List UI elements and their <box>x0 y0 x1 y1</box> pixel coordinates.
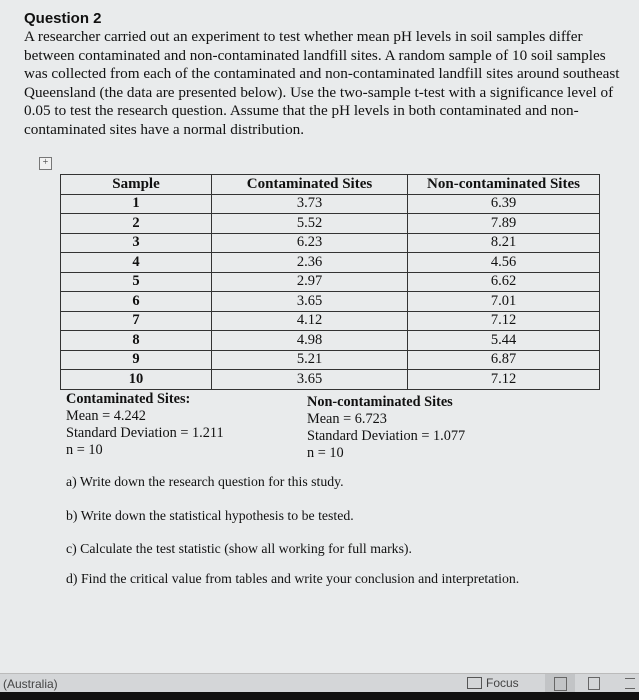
contaminated-cell[interactable]: 3.65 <box>212 292 408 312</box>
stats-heading: Contaminated Sites: <box>66 391 191 407</box>
sample-cell[interactable]: 6 <box>61 292 212 312</box>
non-contaminated-cell[interactable]: 7.12 <box>408 311 600 331</box>
table-row <box>61 233 600 253</box>
sample-cell[interactable]: 5 <box>61 272 212 292</box>
part-a: a) Write down the research question for this study. <box>66 474 344 489</box>
non-contaminated-cell[interactable]: 7.01 <box>408 292 600 312</box>
focus-button[interactable] <box>467 676 519 690</box>
contaminated-cell[interactable]: 2.97 <box>212 272 408 292</box>
sample-cell[interactable]: 10 <box>61 370 212 390</box>
column-header: Sample <box>61 175 212 195</box>
part-b: b) Write down the statistical hypothesis to be tested. <box>66 508 354 523</box>
screen-bezel <box>0 692 639 700</box>
stats-n: n = 10 <box>307 445 344 461</box>
contaminated-cell[interactable]: 4.98 <box>212 331 408 351</box>
stats-sd: Standard Deviation = 1.211 <box>66 425 224 441</box>
table-row <box>61 331 600 351</box>
question-paragraph: A researcher carried out an experiment to test whether mean pH levels in soil samples differ between contaminated and non-contaminated landfill sites. A random sample of 10 soil samples was collected from each of the contaminated and non-contaminated landfill sites around southeast Queensland (the data are presented below). Use the two-sample t-test with a significance level of 0.05 to test the research question. Assume that the pH levels in both contaminated and non-contaminated sites have a normal distribution. <box>24 28 620 138</box>
contaminated-cell[interactable]: 4.12 <box>212 311 408 331</box>
table-row <box>61 370 600 390</box>
non-contaminated-cell[interactable]: 7.89 <box>408 214 600 234</box>
web-layout-view-button[interactable] <box>585 674 605 693</box>
outline-view-button[interactable] <box>622 674 639 693</box>
column-header: Contaminated Sites <box>212 175 408 195</box>
non-contaminated-stats <box>307 394 465 462</box>
sample-cell[interactable]: 3 <box>61 233 212 253</box>
print-layout-view-button[interactable] <box>545 674 575 693</box>
non-contaminated-cell[interactable]: 5.44 <box>408 331 600 351</box>
table-row <box>61 292 600 312</box>
column-header: Non-contaminated Sites <box>408 175 600 195</box>
non-contaminated-cell[interactable]: 6.39 <box>408 194 600 214</box>
contaminated-cell[interactable]: 5.21 <box>212 350 408 370</box>
sample-cell[interactable]: 1 <box>61 194 212 214</box>
stats-heading: Non-contaminated Sites <box>307 394 453 410</box>
language-indicator[interactable]: (Australia) <box>3 677 58 691</box>
sample-cell[interactable]: 2 <box>61 214 212 234</box>
data-table <box>60 174 600 390</box>
stats-sd: Standard Deviation = 1.077 <box>307 428 466 444</box>
status-bar <box>0 673 639 693</box>
sample-cell[interactable]: 7 <box>61 311 212 331</box>
table-row <box>61 311 600 331</box>
sample-cell[interactable]: 4 <box>61 253 212 273</box>
non-contaminated-cell[interactable]: 7.12 <box>408 370 600 390</box>
stats-mean: Mean = 4.242 <box>66 408 146 424</box>
part-c: c) Calculate the test statistic (show all working for full marks). <box>66 541 412 556</box>
non-contaminated-cell[interactable]: 8.21 <box>408 233 600 253</box>
sample-cell[interactable]: 8 <box>61 331 212 351</box>
part-d: d) Find the critical value from tables and write your conclusion and interpretation. <box>66 571 520 586</box>
table-row <box>61 350 600 370</box>
non-contaminated-cell[interactable]: 4.56 <box>408 253 600 273</box>
table-row <box>61 272 600 292</box>
non-contaminated-cell[interactable]: 6.87 <box>408 350 600 370</box>
table-row <box>61 253 600 273</box>
contaminated-cell[interactable]: 3.65 <box>212 370 408 390</box>
contaminated-cell[interactable]: 3.73 <box>212 194 408 214</box>
focus-icon <box>467 677 482 689</box>
question-title: Question 2 <box>24 10 102 27</box>
table-move-handle-icon[interactable]: + <box>39 157 52 170</box>
sample-cell[interactable]: 9 <box>61 350 212 370</box>
contaminated-cell[interactable]: 5.52 <box>212 214 408 234</box>
focus-label: Focus <box>486 676 519 690</box>
table-row <box>61 194 600 214</box>
contaminated-cell[interactable]: 6.23 <box>212 233 408 253</box>
table-row <box>61 214 600 234</box>
contaminated-cell[interactable]: 2.36 <box>212 253 408 273</box>
stats-mean: Mean = 6.723 <box>307 411 387 427</box>
non-contaminated-cell[interactable]: 6.62 <box>408 272 600 292</box>
contaminated-stats <box>66 391 224 459</box>
stats-n: n = 10 <box>66 442 103 458</box>
